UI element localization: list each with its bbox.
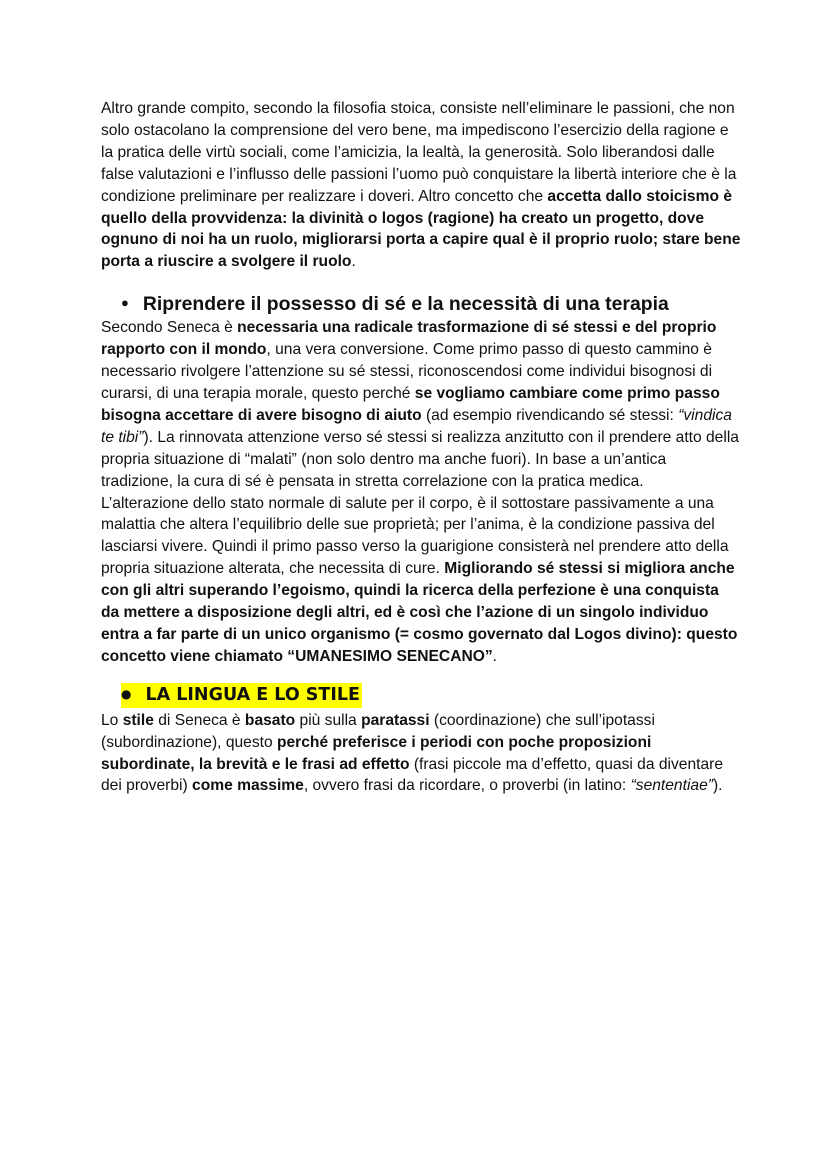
heading-terapia-text: Riprendere il possesso di sé e la necessità di una terapia	[142, 293, 669, 316]
paragraph-passioni: Altro grande compito, secondo la filosofia stoica, consiste nell’eliminare le passioni, che non solo ostacolano la comprensione del vero bene, ma impediscono l’esercizio della ragione e la pratica delle virtù sociali, come l’amicizia, la lealtà, la generosità. Solo liberandosi dalle false valutazioni e l’influsso delle passioni l’uomo può conquistare la libertà interiore che è la condizione preliminare per realizzare i doveri. Altro concetto che accetta dallo stoicismo è quello della provvidenza: la divinità o logos (ragione) ha creato un progetto, dove ognuno di noi ha un ruolo, migliorarsi porta a capire qual è il proprio ruolo; stare bene porta a riuscire a svolgere il ruolo.	[101, 100, 741, 271]
paragraph-stile: Lo stile di Seneca è basato più sulla paratassi (coordinazione) che sull’ipotassi (subordinazione), questo perché preferisce i periodi con poche proposizioni subordinate, la brevità e le frasi ad effetto (frasi piccole ma d’effetto, quasi da diventare dei proverbi) come massime, ovvero frasi da ricordare, o proverbi (in latino: “sententiae”).	[101, 711, 723, 795]
heading-terapia	[121, 291, 741, 317]
paragraph-umanesimo: L’alterazione dello stato normale di salute per il corpo, è il sottostare passivamente a una malattia che altera l’equilibrio delle sue proprietà; per l’anima, è la condizione passiva del lasciarsi vivere. Quindi il primo passo verso la guarigione consisterà nel prendere atto della propria situazione alterata, che necessita di cure. Migliorando sé stessi si migliora anche con gli altri superando l’egoismo, quindi la ricerca della perfezione è una conquista da mettere a disposizione degli altri, ed è così che l’azione di un singolo individuo entra a far parte di un unico organismo (= cosmo governato dal Logos divino): questo concetto viene chiamato “UMANESIMO SENECANO”.	[101, 494, 738, 665]
heading-lingua-stile	[121, 682, 741, 708]
highlighted-heading	[121, 683, 362, 708]
document-page	[101, 98, 741, 797]
bullet-icon: ●	[121, 686, 132, 701]
heading-lingua-stile-text: LA LINGUA E LO STILE	[145, 684, 360, 705]
paragraph-trasformazione: Secondo Seneca è necessaria una radicale trasformazione di sé stessi e del proprio rapporto con il mondo, una vera conversione. Come primo passo di questo cammino è necessario rivolgere l’attenzione su sé stessi, riconoscendosi come individui bisognosi di curarsi, di una terapia morale, questo perché se vogliamo cambiare come primo passo bisogna accettare di avere bisogno di aiuto (ad esempio rivendicando sé stessi: “vindica te tibi”). La rinnovata attenzione verso sé stessi si realizza anzitutto con il prendere atto della propria situazione di “malati” (non solo dentro ma anche fuori). In base a un’antica tradizione, la cura di sé è pensata in stretta correlazione con la pratica medica.	[101, 319, 739, 490]
bullet-icon: ●	[121, 295, 129, 311]
